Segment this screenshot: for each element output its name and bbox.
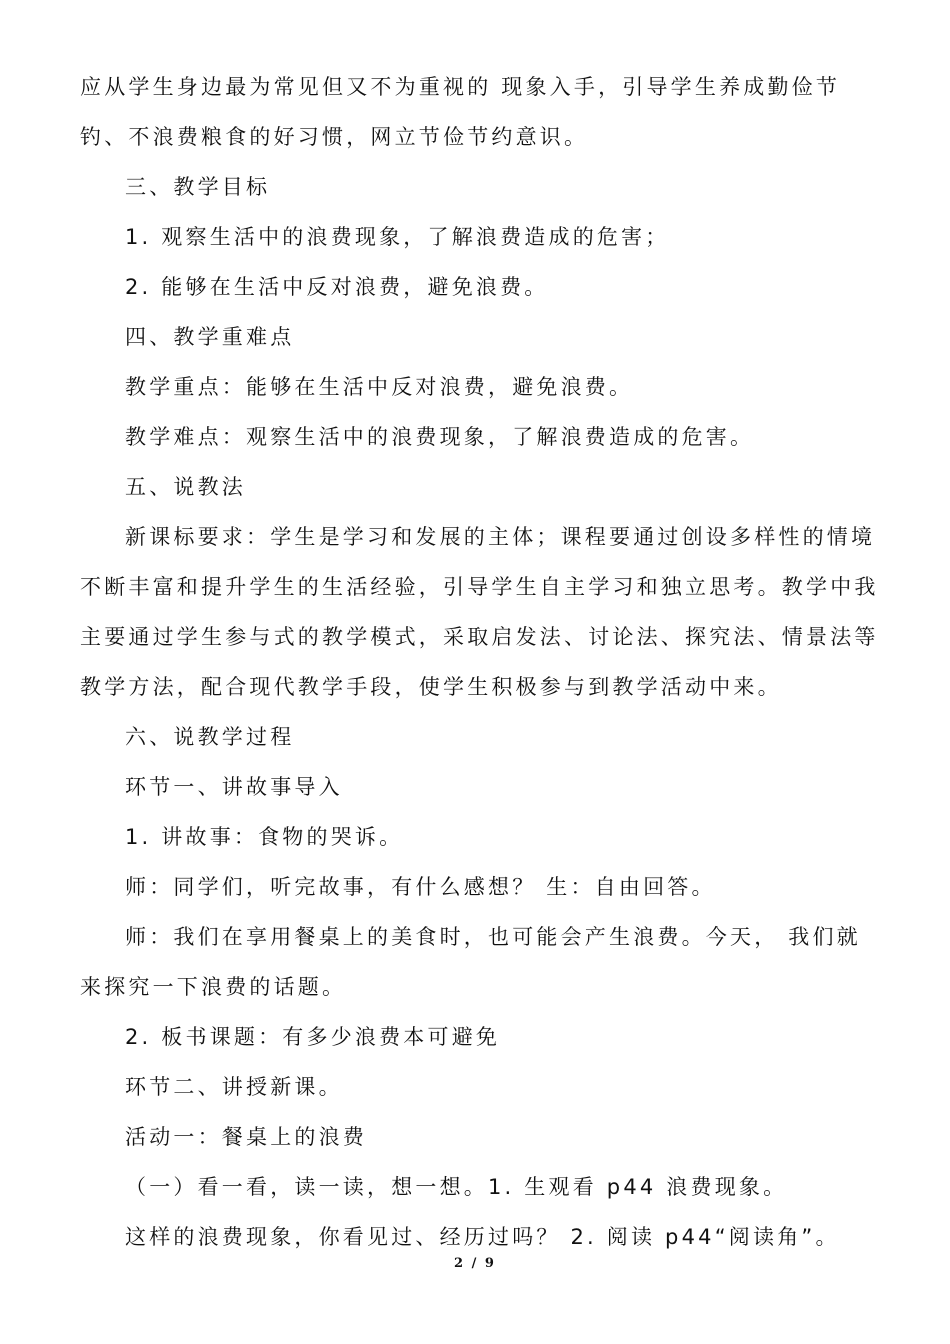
heading-teaching-process: 六、说教学过程 <box>125 725 295 749</box>
teaching-method-paragraph: 新课标要求：学生是学习和发展的主体；课程要通过创设多样性的情境不断丰富和提升学生的生活经验，引导学生自主学习和独立思考。教学中我主要通过学生参与式的教学模式，采取启发法、讨论法、探究法、情景法等教学方法，配合现代教学手段，使学生积极参与到教学活动中来。 <box>80 525 879 699</box>
heading-teaching-goals: 三、教学目标 <box>125 175 271 199</box>
paragraph-0: 应从学生身边最为常见但又不为重视的 现象入手，引导学生养成勤俭节钓、不浪费粮食的好习惯，网立节俭节约意识。 <box>80 75 841 149</box>
difficult-point: 教学难点：观察生活中的浪费现象，了解浪费造成的危害。 <box>125 425 755 449</box>
heading-teaching-method: 五、说教法 <box>125 475 246 499</box>
activity-one-heading: 活动一：餐桌上的浪费 <box>125 1125 367 1149</box>
step-two-heading: 环节二、讲授新课。 <box>125 1075 343 1099</box>
board-title-item: 2. 板书课题：有多少浪费本可避免 <box>125 1025 501 1049</box>
goal-item-2: 2. 能够在生活中反对浪费，避免浪费。 <box>125 275 549 299</box>
page-number: 2 / 9 <box>454 1256 496 1271</box>
activity-one-question: 这样的浪费现象，你看见过、经历过吗？ 2. 阅读 p44“阅读角”。 <box>125 1225 840 1249</box>
goal-item-1: 1. 观察生活中的浪费现象，了解浪费造成的危害； <box>125 225 670 249</box>
heading-key-points: 四、教学重难点 <box>125 325 295 349</box>
step-one-heading: 环节一、讲故事导入 <box>125 775 343 799</box>
story-item: 1. 讲故事：食物的哭诉。 <box>125 825 404 849</box>
activity-one-part-one: （一）看一看，读一读，想一想。1. 生观看 p44 浪费现象。 <box>125 1175 788 1199</box>
dialogue-1: 师：同学们，听完故事，有什么感想？ 生：自由回答。 <box>125 875 716 899</box>
dialogue-2: 师：我们在享用餐桌上的美食时，也可能会产生浪费。今天， 我们就来探究一下浪费的话题。 <box>80 925 861 999</box>
document-body <box>80 62 882 1262</box>
key-point: 教学重点：能够在生活中反对浪费，避免浪费。 <box>125 375 634 399</box>
